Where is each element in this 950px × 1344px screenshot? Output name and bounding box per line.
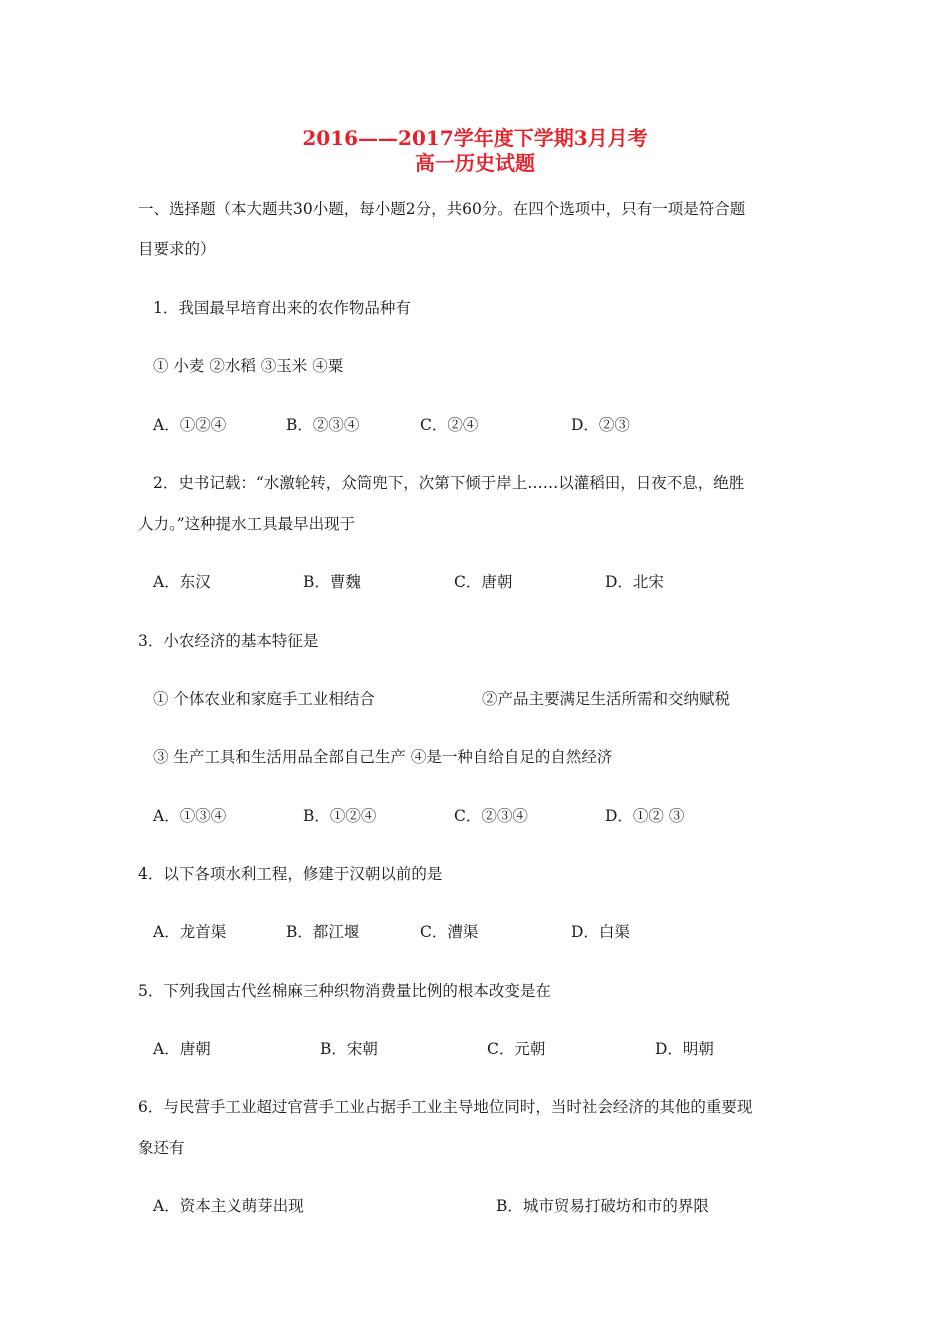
- option-d[interactable]: D．②③: [571, 416, 630, 434]
- question-stem-cont: 象还有: [138, 1139, 185, 1157]
- option-b[interactable]: B．曹魏: [303, 573, 361, 591]
- option-c[interactable]: C．②④: [420, 416, 479, 434]
- question-stem: 5．下列我国古代丝棉麻三种织物消费量比例的根本改变是在: [138, 982, 551, 1000]
- option-b[interactable]: B．宋朝: [320, 1040, 378, 1058]
- option-c[interactable]: C．元朝: [487, 1040, 546, 1058]
- option-a[interactable]: A．龙首渠: [153, 923, 227, 941]
- question-items: ① 小麦 ②水稻 ③玉米 ④粟: [153, 357, 344, 375]
- option-a[interactable]: A．东汉: [153, 573, 211, 591]
- option-a[interactable]: A．唐朝: [153, 1040, 211, 1058]
- option-b[interactable]: B．②③④: [286, 416, 360, 434]
- option-d[interactable]: D．北宋: [605, 573, 664, 591]
- question-stem: 1．我国最早培育出来的农作物品种有: [153, 299, 411, 317]
- option-a[interactable]: A．①②④: [153, 416, 227, 434]
- exam-title: 2016——2017学年度下学期3月月考: [302, 126, 648, 150]
- option-b[interactable]: B．都江堰: [286, 923, 360, 941]
- question-stem: 2．史书记载：“水激轮转，众筒兜下，次第下倾于岸上……以灌稻田，日夜不息，绝胜: [153, 474, 745, 492]
- question-items: ① 个体农业和家庭手工业相结合: [153, 690, 375, 708]
- question-stem: 4．以下各项水利工程，修建于汉朝以前的是: [138, 865, 443, 883]
- option-d[interactable]: D．①② ③: [605, 807, 685, 825]
- exam-subtitle: 高一历史试题: [415, 151, 535, 175]
- question-stem: 6．与民营手工业超过官营手工业占据手工业主导地位同时，当时社会经济的其他的重要现: [138, 1098, 753, 1116]
- option-c[interactable]: C．漕渠: [420, 923, 479, 941]
- section-instruction: 一、选择题（本大题共30小题，每小题2分，共60分。在四个选项中，只有一项是符合题: [138, 200, 746, 218]
- question-stem-cont: 人力。”这种提水工具最早出现于: [138, 515, 356, 533]
- question-items: ②产品主要满足生活所需和交纳赋税: [482, 690, 731, 708]
- option-a[interactable]: A．①③④: [153, 807, 227, 825]
- option-d[interactable]: D．明朝: [655, 1040, 714, 1058]
- question-stem: 3．小农经济的基本特征是: [138, 632, 319, 650]
- option-d[interactable]: D．白渠: [571, 923, 630, 941]
- option-b[interactable]: B．城市贸易打破坊和市的界限: [496, 1197, 709, 1215]
- option-a[interactable]: A．资本主义萌芽出现: [153, 1197, 304, 1215]
- option-b[interactable]: B．①②④: [303, 807, 377, 825]
- option-c[interactable]: C．②③④: [454, 807, 528, 825]
- question-items: ③ 生产工具和生活用品全部自己生产 ④是一种自给自足的自然经济: [153, 748, 613, 766]
- section-instruction-cont: 目要求的）: [138, 240, 216, 258]
- option-c[interactable]: C．唐朝: [454, 573, 513, 591]
